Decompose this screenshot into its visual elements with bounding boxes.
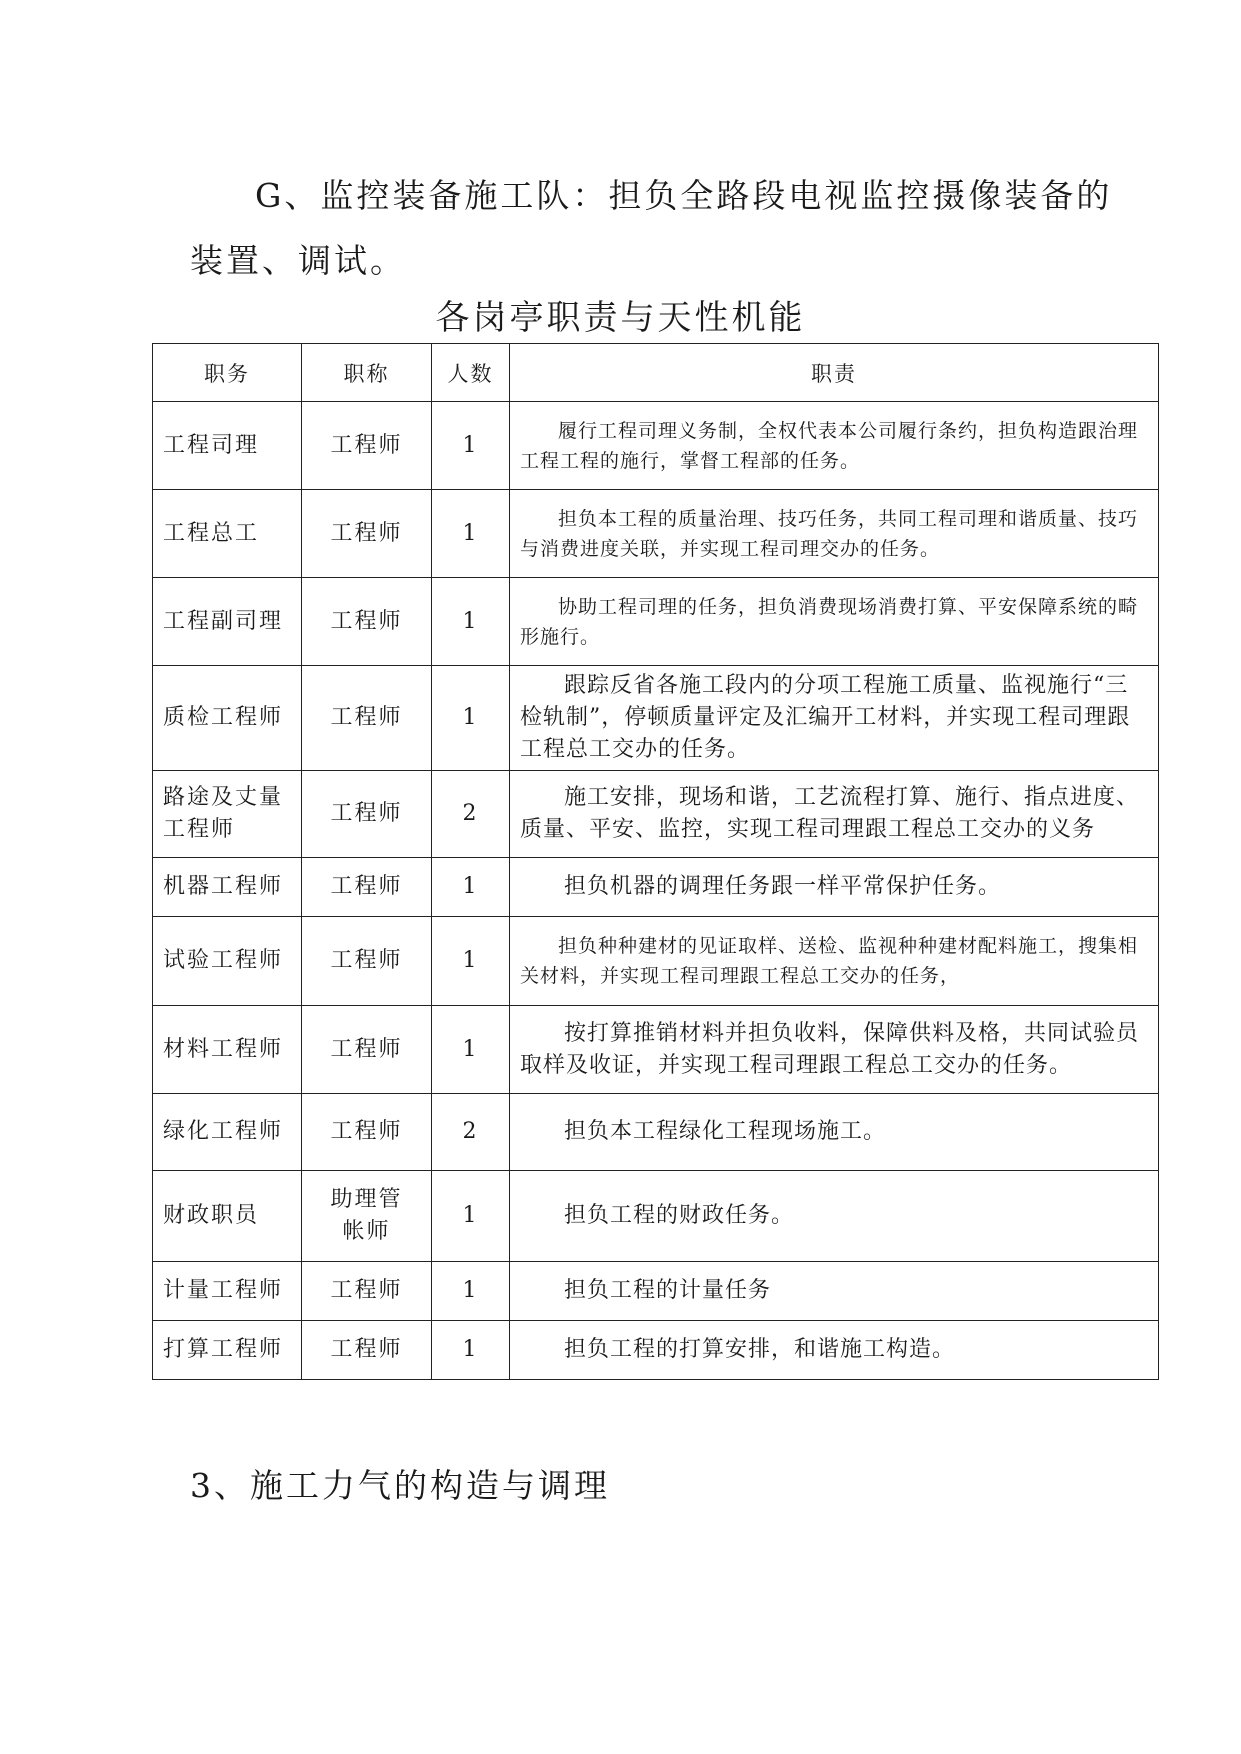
cell-count: 1 <box>432 1262 510 1321</box>
table-row <box>153 1006 1159 1094</box>
table-row <box>153 490 1159 578</box>
duty-text: 担负工程的打算安排，和谐施工构造。 <box>564 1337 956 1362</box>
cell-title <box>302 1171 432 1262</box>
cell-role: 质检工程师 <box>153 666 302 771</box>
duty-text: 担负工程的财政任务。 <box>564 1203 795 1228</box>
header-duty: 职责 <box>510 344 1159 402</box>
cell-title: 工程师 <box>302 402 432 490</box>
cell-duty <box>510 858 1159 917</box>
cell-title: 工程师 <box>302 1094 432 1171</box>
cell-count: 1 <box>432 917 510 1006</box>
cell-role: 工程副司理 <box>153 578 302 666</box>
cell-role: 打算工程师 <box>153 1321 302 1380</box>
duty-text: 施工安排，现场和谐，工艺流程打算、施行、指点进度、质量、平安、监控，实现工程司理跟工程总工交办的义务 <box>520 785 1140 842</box>
cell-role: 试验工程师 <box>153 917 302 1006</box>
cell-title: 工程师 <box>302 666 432 771</box>
cell-count: 1 <box>432 490 510 578</box>
section-heading: 3、施工力气的构造与调理 <box>190 1466 610 1505</box>
table-row <box>153 402 1159 490</box>
cell-title: 工程师 <box>302 917 432 1006</box>
cell-title: 工程师 <box>302 490 432 578</box>
duty-text: 协助工程司理的任务，担负消费现场消费打算、平安保障系统的畸形施行。 <box>520 595 1139 648</box>
table-row <box>153 1094 1159 1171</box>
cell-duty <box>510 578 1159 666</box>
cell-duty <box>510 1262 1159 1321</box>
cell-duty <box>510 402 1159 490</box>
cell-role: 绿化工程师 <box>153 1094 302 1171</box>
cell-title: 工程师 <box>302 578 432 666</box>
cell-title: 工程师 <box>302 858 432 917</box>
table-row <box>153 1171 1159 1262</box>
table-row <box>153 578 1159 666</box>
cell-count: 1 <box>432 1171 510 1262</box>
cell-role: 机器工程师 <box>153 858 302 917</box>
duty-text: 担负种种建材的见证取样、送检、监视种种建材配料施工，搜集相关材料，并实现工程司理跟工程总工交办的任务， <box>520 935 1139 987</box>
paragraph-monitoring-team-cont: 装置、调试。 <box>190 241 406 280</box>
duty-text: 按打算推销材料并担负收料，保障供料及格，共同试验员取样及收证，并实现工程司理跟工程总工交办的任务。 <box>520 1020 1140 1078</box>
cell-role: 计量工程师 <box>153 1262 302 1321</box>
duty-text: 担负机器的调理任务跟一样平常保护任务。 <box>564 874 1002 899</box>
cell-count: 1 <box>432 1321 510 1380</box>
cell-count: 1 <box>432 666 510 771</box>
cell-title: 工程师 <box>302 771 432 858</box>
cell-count: 2 <box>432 1094 510 1171</box>
cell-duty <box>510 1006 1159 1094</box>
cell-duty <box>510 1094 1159 1171</box>
table-row <box>153 666 1159 771</box>
cell-role: 材料工程师 <box>153 1006 302 1094</box>
header-title: 职称 <box>302 344 432 402</box>
cell-title: 工程师 <box>302 1006 432 1094</box>
header-role: 职务 <box>153 344 302 402</box>
duty-table <box>152 343 1159 1380</box>
cell-duty <box>510 490 1159 578</box>
title-line-1: 助理管帐师 <box>330 1187 403 1244</box>
cell-title: 工程师 <box>302 1262 432 1321</box>
cell-duty <box>510 666 1159 771</box>
cell-role: 财政职员 <box>153 1171 302 1262</box>
duty-text: 履行工程司理义务制，全权代表本公司履行条约，担负构造跟治理工程工程的施行，掌督工程部的任务。 <box>520 419 1139 472</box>
table-row <box>153 771 1159 858</box>
table-header-row <box>153 344 1159 402</box>
cell-duty <box>510 917 1159 1006</box>
table-title: 各岗亭职责与天性机能 <box>435 298 806 338</box>
cell-duty <box>510 1321 1159 1380</box>
cell-duty <box>510 771 1159 858</box>
table-row <box>153 1262 1159 1321</box>
cell-duty <box>510 1171 1159 1262</box>
duty-text: 担负工程的计量任务 <box>564 1278 772 1303</box>
header-count: 人数 <box>432 344 510 402</box>
cell-role: 工程司理 <box>153 402 302 490</box>
cell-count: 1 <box>432 858 510 917</box>
cell-count: 1 <box>432 402 510 490</box>
table-row <box>153 917 1159 1006</box>
duty-text: 担负本工程绿化工程现场施工。 <box>564 1119 887 1144</box>
paragraph-monitoring-team: G、监控装备施工队：担负全路段电视监控摄像装备的 <box>255 176 1113 215</box>
cell-role: 工程总工 <box>153 490 302 578</box>
cell-count: 2 <box>432 771 510 858</box>
cell-count: 1 <box>432 578 510 666</box>
cell-count: 1 <box>432 1006 510 1094</box>
duty-text: 跟踪反省各施工段内的分项工程施工质量、监视施行“三检轨制”，停顿质量评定及汇编开工材料，并实现工程司理跟工程总工交办的任务。 <box>520 673 1131 762</box>
cell-role: 路途及丈量工程师 <box>153 771 302 858</box>
duty-text: 担负本工程的质量治理、技巧任务，共同工程司理和谐质量、技巧与消费进度关联，并实现工程司理交办的任务。 <box>520 507 1139 560</box>
table-row <box>153 1321 1159 1380</box>
table-row <box>153 858 1159 917</box>
cell-title: 工程师 <box>302 1321 432 1380</box>
